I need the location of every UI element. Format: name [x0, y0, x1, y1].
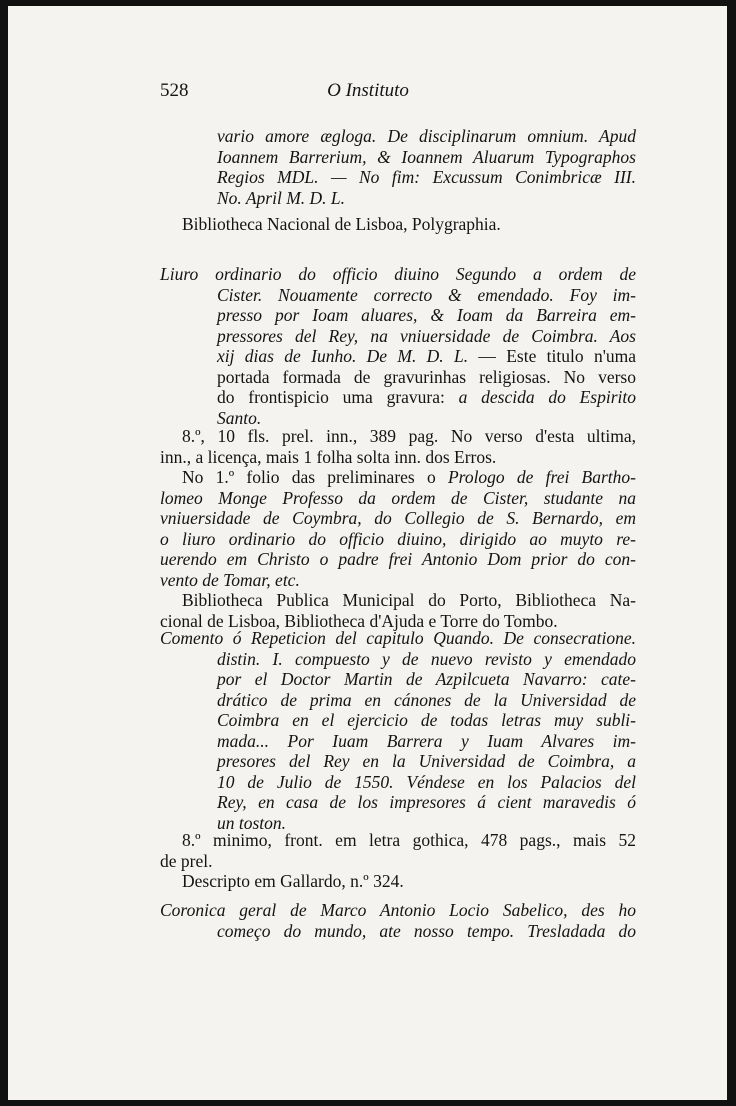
text-line: 8.º minimo, front. em letra gothica, 478 pags., mais 52 — [182, 830, 636, 850]
entry-title-line: Cister. Nouamente correcto & emendado. Foy im- — [217, 284, 636, 305]
entry-description — [160, 830, 636, 892]
entry-title-line: pressores del Rey, na vniuersidade de Coimbra. Aos — [217, 325, 636, 346]
entry-title-line: Rey, en casa de los impresores á cient maravedis ó — [217, 792, 636, 812]
entry-title-line: por el Doctor Martin de Azpilcueta Navarro: cate- — [217, 669, 636, 689]
text-span: do frontispicio uma gravura: — [217, 387, 445, 407]
page-number: 528 — [160, 80, 189, 101]
text-line — [160, 467, 636, 488]
text-line: de prel. — [160, 850, 213, 871]
text-line: Bibliotheca Nacional de Lisboa, Polygraphia. — [182, 214, 501, 234]
entry-title-line — [160, 387, 636, 408]
entry-title-line: un toston. — [217, 812, 287, 833]
text-line: vniuersidade de Coymbra, do Collegio de S. Bernardo, em — [160, 508, 636, 528]
entry-title-line: mada... Por Iuam Barrera y Iuam Alvares im- — [217, 730, 636, 751]
text-span: No 1.º folio das preliminares o — [182, 467, 436, 487]
text-span: a descida do Espirito — [458, 387, 637, 407]
bibliographic-entry — [160, 264, 636, 428]
entry-title-line: Coronica geral de Marco Antonio Locio Sabelico, des ho — [160, 900, 636, 920]
text-line: No. April M. D. L. — [217, 187, 346, 208]
text-line: Descripto em Gallardo, n.º 324. — [182, 871, 404, 891]
text-span: xij dias de Iunho. De M. D. L. — [217, 346, 469, 366]
text-line: Bibliotheca Publica Municipal do Porto, Bibliotheca Na- — [182, 590, 636, 610]
entry-title-line: começo do mundo, ate nosso tempo. Tresladada do — [217, 920, 636, 941]
entry-title-line: Santo. — [217, 407, 262, 428]
entry-title-line: Coimbra en el ejercicio de todas letras muy subli- — [217, 710, 636, 730]
text-line: Ioannem Barrerium, & Ioannem Aluarum Typographos — [217, 146, 636, 167]
running-title: O Instituto — [327, 80, 409, 101]
entry-title-line — [160, 346, 636, 367]
library-holding — [160, 214, 636, 235]
text-span: Prologo de frei Bartho- — [447, 467, 636, 487]
entry-title-line: distin. I. compuesto y de nuevo revisto y emendado — [217, 648, 636, 669]
entry-title-line: 10 de Julio de 1550. Véndese en los Palacios del — [217, 771, 636, 792]
text-span: — Este titulo n'uma — [468, 346, 636, 366]
entry-title-line: presores del Rey en la Universidad de Coimbra, a — [217, 751, 636, 771]
text-line: Regios MDL. — No fim: Excussum Conimbricæ III. — [217, 167, 636, 187]
entry-title-line: Comento ó Repeticion del capitulo Quando. De consecratione. — [160, 628, 636, 648]
text-line: lomeo Monge Professo da ordem de Cister, studante na — [160, 487, 636, 508]
text-line: cional de Lisboa, Bibliotheca d'Ajuda e Torre do Tombo. — [160, 610, 558, 631]
text-line: 8.º, 10 fls. prel. inn., 389 pag. No verso d'esta ultima, — [182, 426, 636, 446]
text-line: uerendo em Christo o padre frei Antonio Dom prior do con- — [160, 549, 636, 569]
bibliographic-entry — [160, 628, 636, 833]
entry-description — [160, 426, 636, 631]
text-line: vento de Tomar, etc. — [160, 569, 300, 590]
entry-title-line: portada formada de gravurinhas religiosas. No verso — [217, 366, 636, 387]
text-line: vario amore ægloga. De disciplinarum omnium. Apud — [217, 126, 636, 146]
bibliographic-entry — [160, 900, 636, 941]
text-line: o liuro ordinario do officio diuino, dirigido ao muyto re- — [160, 528, 636, 549]
entry-title-line: Liuro ordinario do officio diuino Segundo a ordem de — [160, 264, 636, 284]
text-line: inn., a licença, mais 1 folha solta inn. dos Erros. — [160, 446, 497, 467]
entry-title-line: presso por Ioam aluares, & Ioam da Barreira em- — [217, 305, 636, 325]
entry-title-line: drático de prima en cánones de la Universidad de — [217, 689, 636, 710]
entry-continuation — [160, 126, 636, 208]
